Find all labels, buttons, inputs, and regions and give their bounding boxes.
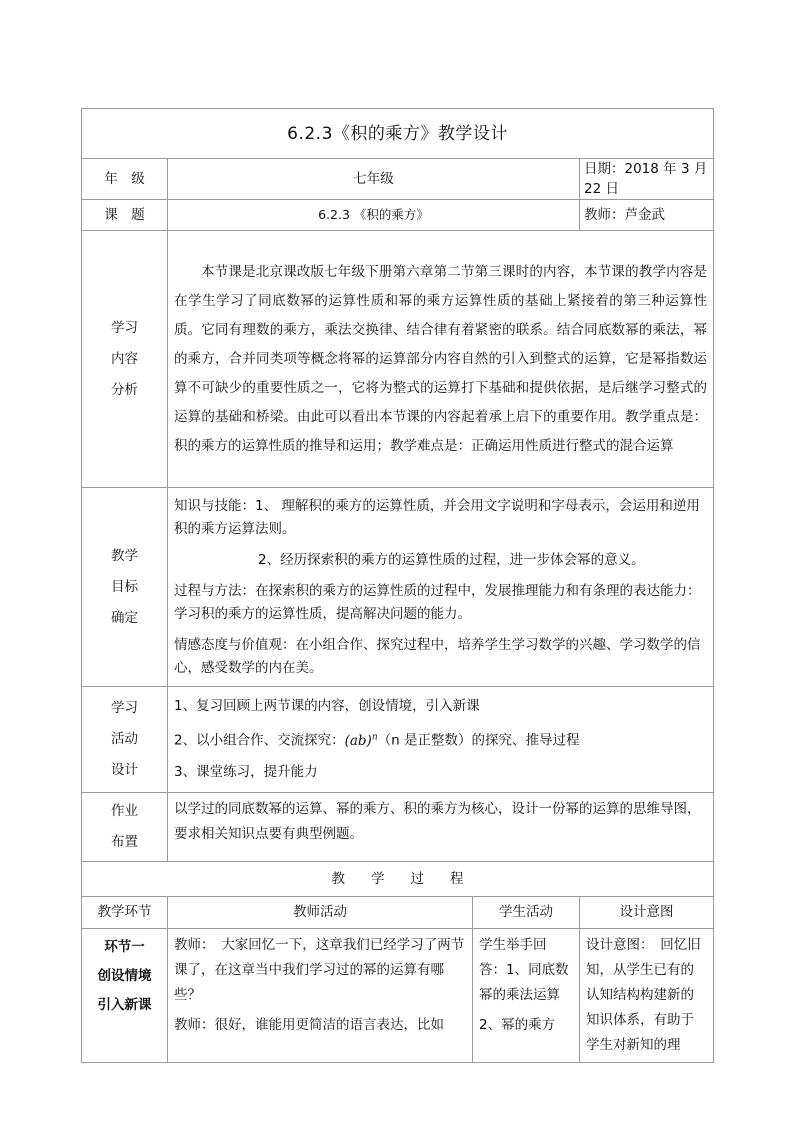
student-activity-paragraph: 2、幂的乘方 [479,1016,556,1033]
activities-content [168,687,714,793]
page-title: 6.2.3《积的乘方》教学设计 [82,109,714,159]
activity-item-suffix: （n 是正整数）的探究、推导过程 [377,732,580,749]
product-power-formula: (ab)$^n$ [344,732,378,749]
content-analysis-label-line: 分析 [111,381,138,398]
process-section-title: 教学过程 [82,861,714,896]
objective-knowledge: 知识与技能：1、 理解积的乘方的运算性质，并会用文字说明和字母表示，会运用和逆用积的乘方运算法则。 [174,497,700,537]
objectives-label [82,488,168,687]
homework-label-line: 布置 [111,833,138,850]
activity-item-prefix: 2、以小组合作、交流探究： [174,732,345,749]
objective-process: 过程与方法：在探索积的乘方的运算性质的过程中，发展推理能力和有条理的表达能力：学习积的乘方的运算性质，提高解决问题的能力。 [174,582,701,622]
activities-label [82,687,168,793]
activities-label-line: 学习 [111,699,138,716]
homework-label-line: 作业 [111,802,138,819]
teacher-activity-paragraph: 教师：很好，谁能用更简洁的语言表达，比如 [174,1016,444,1033]
process-header: 教师活动 [168,896,473,928]
content-analysis-text: 本节课是北京课改版七年级下册第六章第二节第三课时的内容，本节课的教学内容是在学生学习了同底数幂的运算性质和幂的乘方运算性质的基础上紧接着的第三种运算性质。它同有理数的乘方，乘法交换律、结合律有着紧密的联系。结合同底数幂的乘法，幂的乘方，合并同类项等概念将幂的运算部分内容自然的引入到整式的运算，它是幂指数运算不可缺少的重要性质之一，它将为整式的运算打下基础和提供依据，是后继学习整式的运算的基础和桥梁。由此可以看出本节课的内容起着承上启下的重要作用。教学重点是：积的乘方的运算性质的推导和运用；教学难点是：正确运用性质进行整式的混合运算 [168,231,714,488]
stage-name-line: 环节一 [104,938,145,955]
activities-label-line: 设计 [111,761,138,778]
teacher-name: 教师：芦金武 [580,200,714,231]
homework-label [82,792,168,861]
content-analysis-label-line: 内容 [111,350,138,367]
topic-value: 6.2.3 《积的乘方》 [168,200,580,231]
lesson-plan-page [81,108,713,1063]
content-analysis-label-line: 学习 [111,319,138,336]
date-value: 日期：2018 年 3 月 22 日 [580,159,714,200]
grade-value: 七年级 [168,159,580,200]
objective-attitude: 情感态度与价值观：在小组合作、探究过程中，培养学生学习数学的兴趣、学习数学的信心，感受数学的内在美。 [174,636,701,676]
activity-item: 3、课堂练习，提升能力 [174,763,318,780]
student-activity [473,928,580,1062]
stage-name-line: 引入新课 [97,996,152,1013]
topic-label: 课 题 [82,200,168,231]
objectives-label-line: 教学 [111,547,138,564]
lesson-plan-table [81,108,714,1063]
stage-name-line: 创设情境 [97,967,152,984]
objectives-label-line: 确定 [111,609,138,626]
objective-knowledge-2: 2、经历探索积的乘方的运算性质的过程，进一步体会幂的意义。 [258,551,645,568]
design-intent: 设计意图： 回忆旧知，从学生已有的认知结构构建新的知识体系，有助于学生对新知的理 [580,928,714,1062]
objectives-label-line: 目标 [111,578,138,595]
homework-text: 以学过的同底数幂的运算、幂的乘方、积的乘方为核心，设计一份幂的运算的思维导图，要求相关知识点要有典型例题。 [168,792,714,861]
activity-item: 1、复习回顾上两节课的内容，创设情境，引入新课 [174,698,480,714]
teacher-activity [168,928,473,1062]
grade-label: 年 级 [82,159,168,200]
stage-name [82,928,168,1062]
process-header: 学生活动 [473,896,580,928]
process-header: 教学环节 [82,896,168,928]
activities-label-line: 活动 [111,730,138,747]
content-analysis-label [82,231,168,488]
objectives-content [168,488,714,687]
activity-item [174,722,707,757]
process-header: 设计意图 [580,896,714,928]
teacher-activity-paragraph: 教师： 大家回忆一下，这章我们已经学习了两节课了，在这章当中我们学习过的幂的运算有哪些？ [174,936,465,1003]
student-activity-paragraph: 学生举手回答：1、同底数幂的乘法运算 [479,936,569,1003]
